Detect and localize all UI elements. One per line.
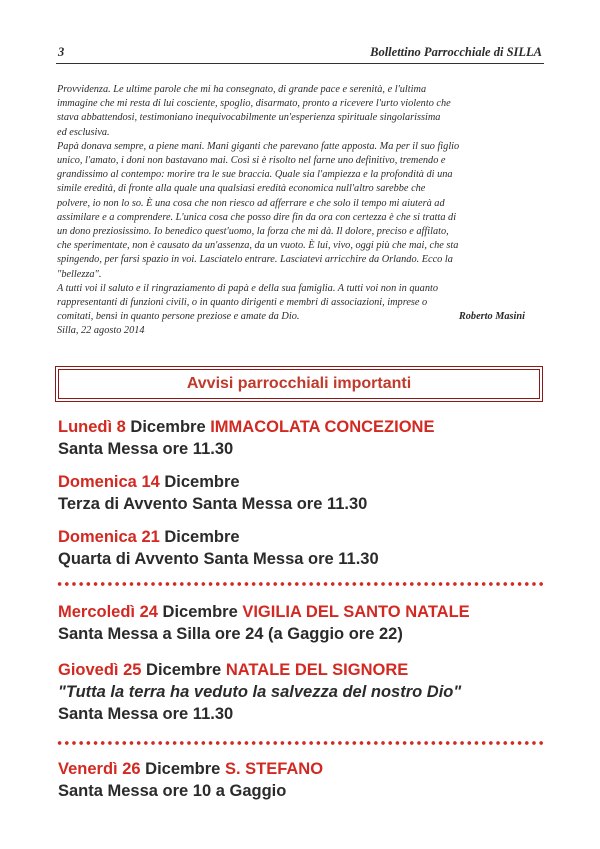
event-day: Lunedì 8 xyxy=(58,418,126,436)
signature: Roberto Masini xyxy=(458,311,525,323)
event-day: Venerdì 26 xyxy=(58,760,141,778)
event-day: Domenica 21 xyxy=(58,528,160,546)
letter-paragraph-3 xyxy=(57,282,545,339)
letter-paragraph-1 xyxy=(57,83,545,140)
event-month: Dicembre xyxy=(125,418,211,436)
event-day: Giovedì 25 xyxy=(58,661,142,679)
dotted-separator xyxy=(56,581,544,587)
text-line: spingendo, per farsi spazio in voi. Lasciatelo entrare. Lasciatevi arricchire da Orlando. Ecco la xyxy=(57,254,453,266)
signature-line xyxy=(57,310,545,324)
event-detail: Quarta di Avvento Santa Messa ore 11.30 xyxy=(58,550,379,568)
text-line: assimilare e a comprendere. L'unica cosa che posso dire fin da ora con certezza è che si tratta di xyxy=(57,211,457,223)
event-dec-24 xyxy=(58,601,558,645)
event-feast: NATALE DEL SIGNORE xyxy=(225,661,409,679)
text-line: comitati, bensì in quanto persone preziose e amate da Dio. xyxy=(57,311,300,323)
avvisi-heading-box xyxy=(58,369,540,399)
page-number: 3 xyxy=(58,45,65,59)
event-dec-25 xyxy=(58,659,558,725)
event-dec-21 xyxy=(58,526,558,570)
page-header xyxy=(56,43,544,64)
avvisi-title: Avvisi parrocchiali importanti xyxy=(186,375,412,392)
text-line: stava abbattendosi, testimoniano inequivocabilmente un'esperienza spirituale singolarissima xyxy=(57,112,441,124)
event-detail: Santa Messa ore 10 a Gaggio xyxy=(58,782,287,800)
dotted-separator xyxy=(56,740,544,746)
event-month: Dicembre xyxy=(140,760,225,778)
event-detail: Terza di Avvento Santa Messa ore 11.30 xyxy=(58,495,368,513)
event-month: Dicembre xyxy=(159,473,240,491)
event-day: Mercoledì 24 xyxy=(58,603,158,621)
event-quote: "Tutta la terra ha veduto la salvezza del nostro Dio" xyxy=(58,683,462,701)
text-line: un dono preziosissimo. Io benedico quest'uomo, la forza che mi dà. Il dolore, preciso e affilato, xyxy=(57,226,449,238)
event-feast: IMMACOLATA CONCEZIONE xyxy=(210,418,435,436)
event-month: Dicembre xyxy=(157,603,243,621)
bulletin-title: Bollettino Parrocchiale di SILLA xyxy=(370,45,542,59)
event-feast: S. STEFANO xyxy=(224,760,324,778)
event-dec-14 xyxy=(58,471,558,515)
text-line: ed esclusiva. xyxy=(57,126,110,138)
event-dec-26 xyxy=(58,758,558,802)
event-day: Domenica 14 xyxy=(58,473,160,491)
letter-paragraph-2 xyxy=(57,140,545,282)
text-line: che sperimentate, non è causato da un'assenza, da un vuoto. È lui, vivo, oggi più che mai, che sta xyxy=(57,240,459,252)
event-feast: VIGILIA DEL SANTO NATALE xyxy=(242,603,470,621)
text-line: "bellezza". xyxy=(57,268,102,280)
letter-text xyxy=(57,83,545,339)
event-month: Dicembre xyxy=(159,528,240,546)
text-line: immagine che mi resta di lui cosciente, spoglio, disarmato, pronto a ricevere l'urto violento che xyxy=(57,98,451,110)
text-line: simile eredità, di fronte alla quale una qualsiasi eredità economica null'altro sarebbe che xyxy=(57,183,426,195)
event-detail: Santa Messa ore 11.30 xyxy=(58,440,234,458)
event-detail: Santa Messa a Silla ore 24 (a Gaggio ore 22) xyxy=(58,625,403,643)
event-detail: Santa Messa ore 11.30 xyxy=(58,705,234,723)
event-month: Dicembre xyxy=(141,661,226,679)
text-line: grandissimo al contempo: morire tra le sue braccia. Quale sia l'ampiezza e la profondità di una xyxy=(57,169,453,181)
text-line: Provvidenza. Le ultime parole che mi ha consegnato, di grande pace e serenità, e l'ultima xyxy=(57,84,427,95)
text-line: unico, l'amato, i doni non bastavano mai. Così si è risolto nel farne uno definitivo, tremendo e xyxy=(57,155,446,167)
text-line: polvere, io non lo so. È una cosa che non riesco ad afferrare e che solo il tempo mi aiuterà ad xyxy=(57,197,445,209)
text-line: A tutti voi il saluto e il ringraziamento di papà e della sua famiglia. A tutti voi non in quanto xyxy=(57,282,438,294)
text-line: Papà donava sempre, a piene mani. Mani giganti che parevano fatte apposta. Ma per il suo figlio xyxy=(57,140,460,152)
place-date: Silla, 22 agosto 2014 xyxy=(57,325,145,337)
event-dec-8 xyxy=(58,416,558,460)
text-line: rappresentanti di funzioni civili, o in quanto dirigenti e membri di associazioni, imprese o xyxy=(57,297,428,309)
